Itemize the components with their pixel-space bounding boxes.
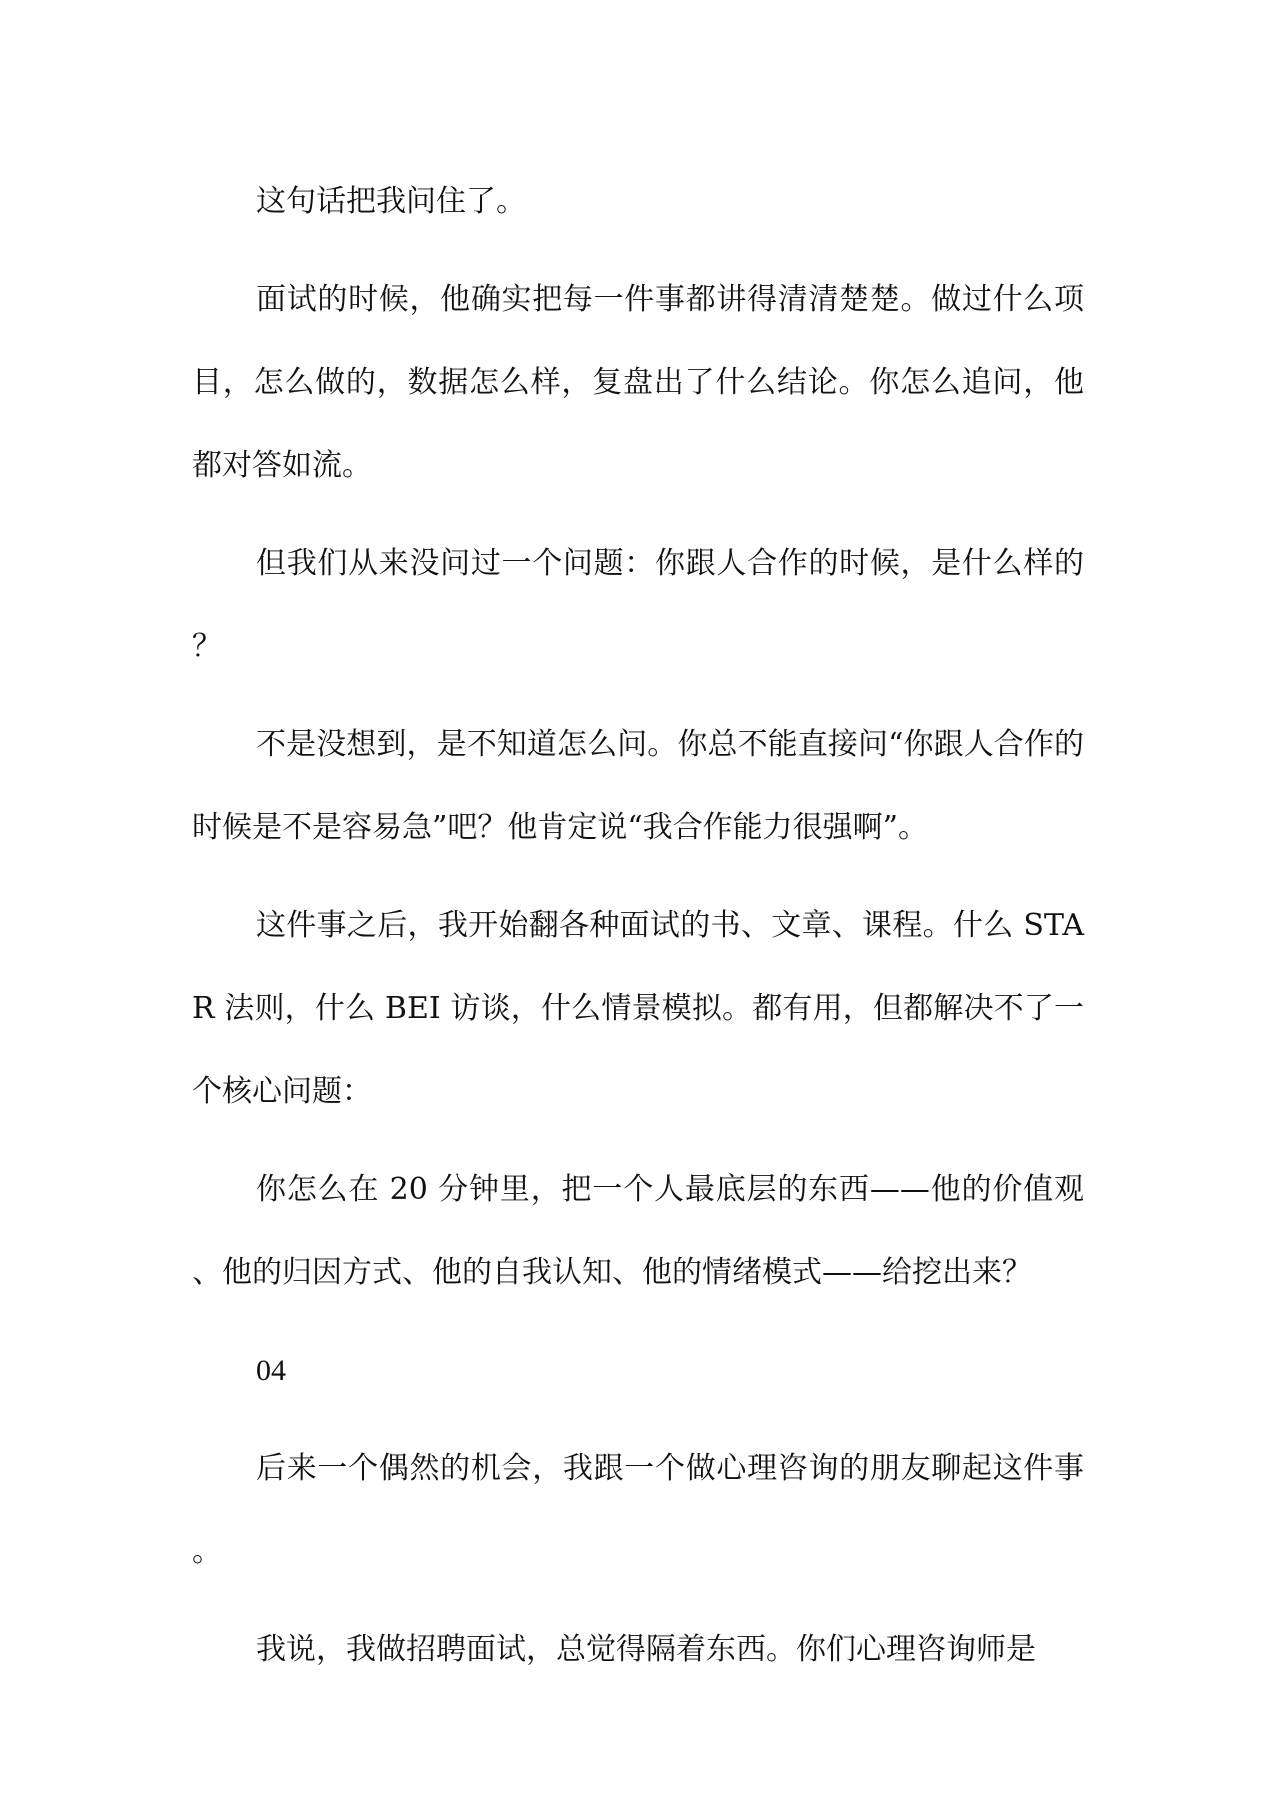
section-number: 04 bbox=[256, 1354, 286, 1387]
document-body bbox=[192, 160, 1084, 1706]
paragraph: 这件事之后，我开始翻各种面试的书、文章、课程。什么 STAR 法则，什么 BEI 访谈，什么情景模拟。都有用，但都解决不了一个核心问题： bbox=[192, 908, 1084, 1109]
paragraph: 面试的时候，他确实把每一件事都讲得清清楚楚。做过什么项目，怎么做的，数据怎么样，复盘出了什么结论。你怎么追问，他都对答如流。 bbox=[192, 282, 1084, 483]
paragraph: 你怎么在 20 分钟里，把一个人最底层的东西——他的价值观、他的归因方式、他的自我认知、他的情绪模式——给挖出来？ bbox=[192, 1172, 1084, 1290]
paragraph: 我说，我做招聘面试，总觉得隔着东西。你们心理咨询师是 bbox=[256, 1632, 1036, 1667]
paragraph: 不是没想到，是不知道怎么问。你总不能直接问“你跟人合作的时候是不是容易急”吧？他肯定说“我合作能力很强啊”。 bbox=[192, 727, 1084, 845]
paragraph: 但我们从来没问过一个问题：你跟人合作的时候，是什么样的？ bbox=[192, 546, 1084, 664]
paragraph: 后来一个偶然的机会，我跟一个做心理咨询的朋友聊起这件事。 bbox=[192, 1451, 1084, 1569]
paragraph: 这句话把我问住了。 bbox=[256, 184, 526, 219]
